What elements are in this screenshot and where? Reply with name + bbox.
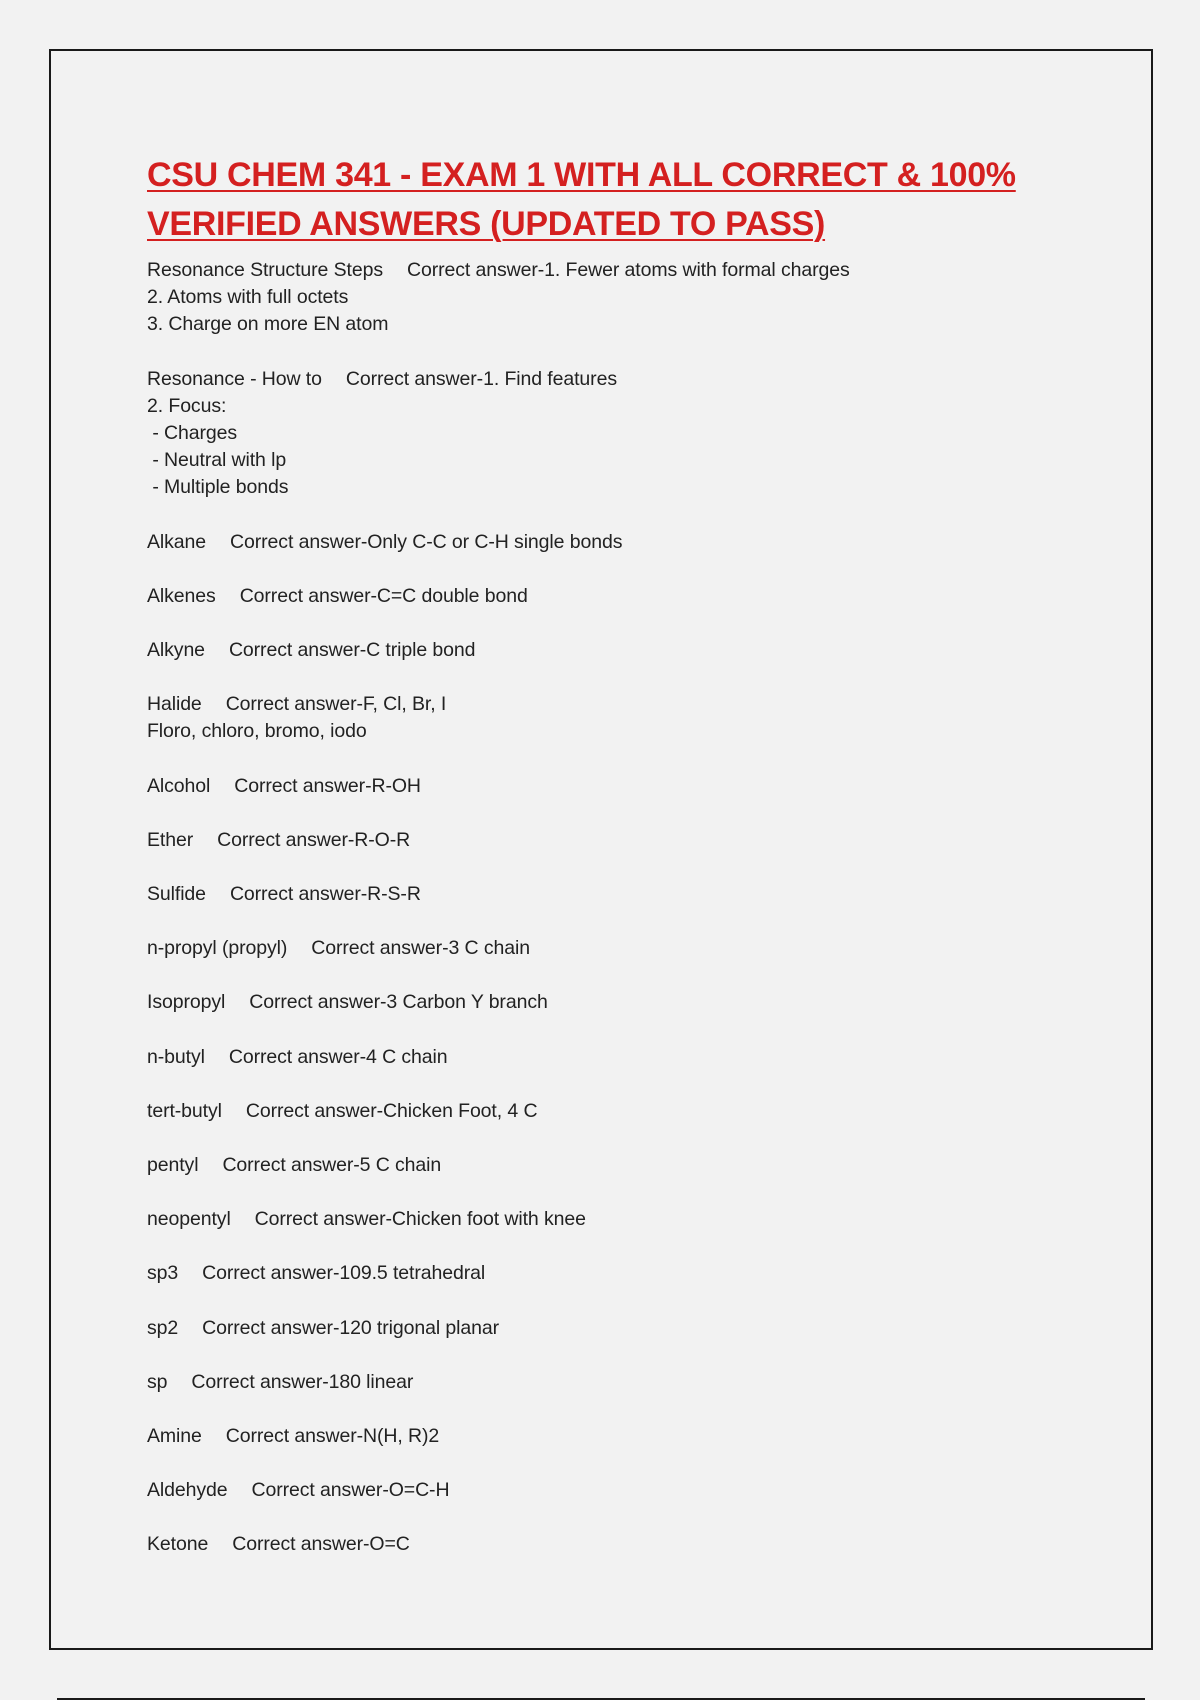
- qa-answer-continuation: - Multiple bonds: [147, 476, 289, 499]
- qa-term: Resonance - How to: [147, 367, 322, 390]
- qa-entry: [147, 1044, 1087, 1071]
- qa-entry-line: [147, 1206, 1087, 1233]
- qa-answer: Correct answer-C triple bond: [228, 639, 476, 662]
- qa-answer: Correct answer-Chicken foot with knee: [254, 1208, 586, 1231]
- qa-entry-line: [147, 637, 1087, 664]
- qa-answer: Correct answer-5 C chain: [222, 1154, 442, 1177]
- qa-entry: [147, 691, 1087, 745]
- document-page: [49, 49, 1153, 1650]
- document-title: [147, 151, 1087, 249]
- qa-entry: [147, 1152, 1087, 1179]
- qa-entry-line: [147, 529, 1087, 556]
- qa-entry: [147, 366, 1087, 502]
- qa-entry: [147, 1206, 1087, 1233]
- qa-term: sp3: [147, 1262, 179, 1285]
- qa-entry: [147, 827, 1087, 854]
- qa-entry-line: [147, 935, 1087, 962]
- document-content: [147, 151, 1087, 1586]
- qa-entry-line: [147, 1315, 1087, 1342]
- qa-entry: [147, 1315, 1087, 1342]
- qa-term: pentyl: [147, 1154, 199, 1177]
- qa-entry: [147, 257, 1087, 339]
- qa-entry-line: [147, 583, 1087, 610]
- qa-term: Isopropyl: [147, 991, 226, 1014]
- qa-entry: [147, 989, 1087, 1016]
- qa-answer: Correct answer-R-O-R: [217, 828, 411, 851]
- qa-answer-continuation: - Charges: [147, 422, 238, 445]
- qa-answer: Correct answer-Chicken Foot, 4 C: [245, 1099, 538, 1122]
- qa-answer: Correct answer-3 Carbon Y branch: [249, 991, 548, 1014]
- qa-term: Sulfide: [147, 883, 206, 906]
- qa-entry-line: [147, 1369, 1087, 1396]
- qa-term: sp: [147, 1370, 168, 1393]
- qa-term: sp2: [147, 1316, 179, 1339]
- qa-term: Halide: [147, 693, 202, 716]
- qa-answer: Correct answer-N(H, R)2: [225, 1425, 440, 1448]
- qa-answer: Correct answer-4 C chain: [228, 1045, 448, 1068]
- qa-entry-line: [147, 881, 1087, 908]
- qa-answer-continuation: 2. Atoms with full octets: [147, 286, 349, 309]
- qa-term: Alkyne: [147, 639, 205, 662]
- qa-entry-line: [147, 1477, 1087, 1504]
- qa-term: Alcohol: [147, 774, 211, 797]
- qa-entry-line: [147, 1423, 1087, 1450]
- qa-entry: [147, 1423, 1087, 1450]
- qa-term: neopentyl: [147, 1208, 231, 1231]
- qa-term: Alkane: [147, 530, 207, 553]
- qa-term: n-propyl (propyl): [147, 937, 288, 960]
- qa-answer: Correct answer-109.5 tetrahedral: [202, 1262, 486, 1285]
- qa-answer: Correct answer-R-OH: [234, 774, 421, 797]
- qa-answer-continuation: - Neutral with lp: [147, 449, 287, 472]
- qa-term: Ketone: [147, 1533, 209, 1556]
- qa-entry-line: [147, 1098, 1087, 1125]
- qa-term: n-butyl: [147, 1045, 205, 1068]
- qa-answer: Correct answer-F, Cl, Br, I: [225, 693, 447, 716]
- qa-answer: Correct answer-C=C double bond: [239, 584, 528, 607]
- qa-entry: [147, 1098, 1087, 1125]
- qa-entry: [147, 583, 1087, 610]
- title-line-2: VERIFIED ANSWERS (UPDATED TO PASS): [147, 205, 826, 243]
- title-line-1: CSU CHEM 341 - EXAM 1 WITH ALL CORRECT & 100%: [147, 156, 1016, 194]
- qa-entry: [147, 529, 1087, 556]
- qa-entry: [147, 1477, 1087, 1504]
- qa-entry: [147, 1260, 1087, 1287]
- qa-answer-continuation: 2. Focus:: [147, 394, 227, 417]
- qa-answer: Correct answer-O=C-H: [251, 1479, 450, 1502]
- qa-term: Resonance Structure Steps: [147, 259, 383, 281]
- qa-answer: Correct answer-120 trigonal planar: [202, 1316, 499, 1339]
- qa-term: Aldehyde: [147, 1479, 228, 1502]
- qa-entry: [147, 1369, 1087, 1396]
- qa-answer: Correct answer-1. Find features: [345, 367, 617, 390]
- qa-answer: Correct answer-O=C: [232, 1533, 410, 1556]
- qa-entry-line: [147, 773, 1087, 800]
- qa-entry: [147, 773, 1087, 800]
- qa-entry-line: [147, 989, 1087, 1016]
- qa-entry-line: [147, 827, 1087, 854]
- qa-term: tert-butyl: [147, 1099, 222, 1122]
- qa-entry-line: [147, 1260, 1087, 1287]
- qa-entry: [147, 935, 1087, 962]
- qa-entry-line: [147, 1531, 1087, 1558]
- qa-answer-continuation: Floro, chloro, bromo, iodo: [147, 720, 367, 743]
- qa-answer: Correct answer-1. Fewer atoms with formal charges: [406, 259, 850, 281]
- qa-list: [147, 257, 1087, 1559]
- qa-term: Alkenes: [147, 584, 216, 607]
- qa-answer: Correct answer-3 C chain: [311, 937, 530, 960]
- qa-answer: Correct answer-R-S-R: [229, 883, 421, 906]
- qa-term: Amine: [147, 1425, 202, 1448]
- qa-term: Ether: [147, 828, 194, 851]
- qa-entry: [147, 881, 1087, 908]
- qa-entry-line: [147, 1044, 1087, 1071]
- qa-entry-line: [147, 257, 1087, 284]
- qa-answer-continuation: 3. Charge on more EN atom: [147, 313, 389, 336]
- qa-answer: Correct answer-180 linear: [191, 1370, 414, 1393]
- qa-entry-line: [147, 366, 1087, 393]
- qa-entry-line: [147, 691, 1087, 718]
- qa-entry-line: [147, 1152, 1087, 1179]
- qa-entry: [147, 1531, 1087, 1558]
- qa-answer: Correct answer-Only C-C or C-H single bonds: [230, 530, 623, 553]
- qa-entry: [147, 637, 1087, 664]
